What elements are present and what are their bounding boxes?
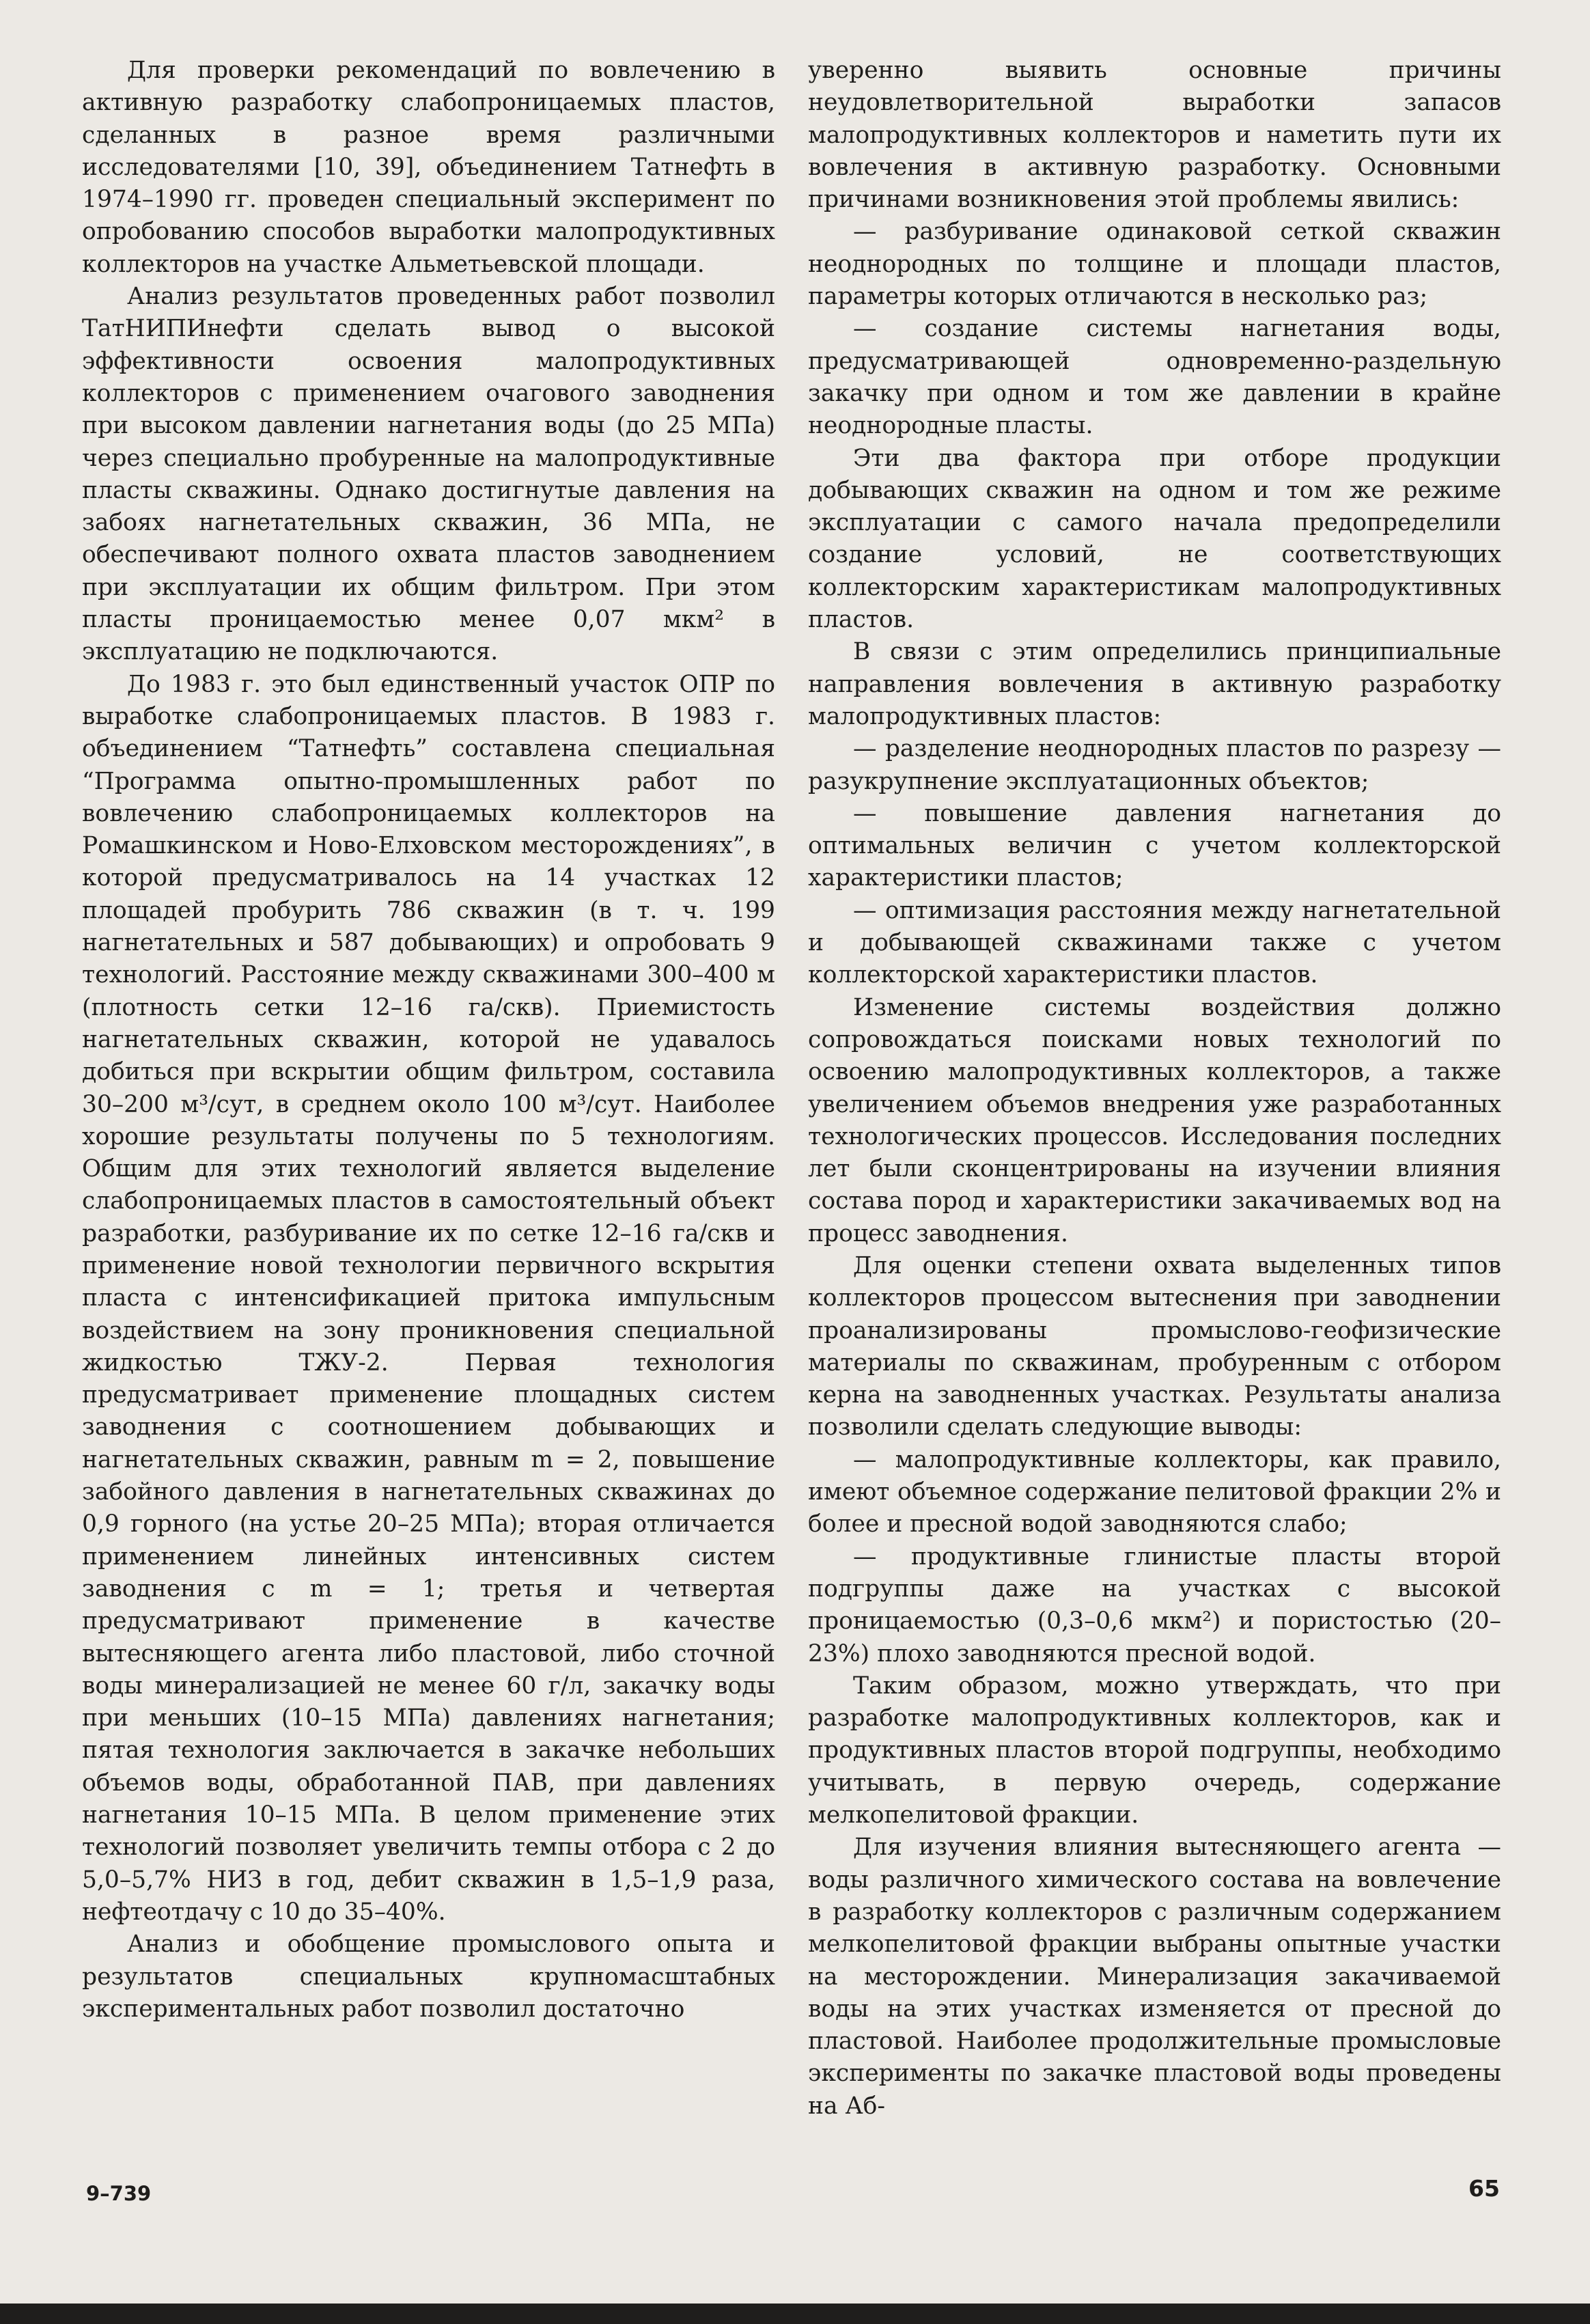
paragraph-two-factors: Эти два фактора при отборе продукции добывающих скважин на одном и том же режиме эксплуатации с самого начала предопределили создание условий, не соответствующих коллекторским характеристикам малопродуктивных пластов. — [808, 444, 1501, 634]
list-item-direction-separation: — разделение неоднородных пластов по разрезу — разукрупнение эксплуатационных объектов; — [808, 735, 1501, 795]
paragraph-program-1983: До 1983 г. это был единственный участок ОПР по выработке слабопроницаемых пластов. В 1983 г. объединением “Татнефть” составлена специальная “Программа опытно-промышленных работ по вовлечению слабопроницаемых коллекторов на Ромашкинском и Ново-Елховском месторождениях”, в которой предусматривалось на 14 участках 12 площадей пробурить 786 скважин (в т. ч. 199 нагнетательных и 587 добывающих) и опробовать 9 технологий. Расстояние между скважинами 300–400 м (плотность сетки 12–16 га/скв). Приемистость нагнетательных скважин, которой не удавалось добиться при вскрытии общим фильтром, составила 30–200 м³/сут, в среднем около 100 м³/сут. Наиболее хорошие результаты получены по 5 технологиям. Общим для этих технологий является выделение слабопроницаемых пластов в самостоятельный объект разработки, разбуривание их по сетке 12–16 га/скв и применение новой технологии первичного вскрытия пласта с интенсификацией притока импульсным воздействием на зону проникновения специальной жидкостью ТЖУ-2. Первая технология предусматривает применение площадных систем заводнения с соотношением добывающих и нагнетательных скважин, равным m = 2, повышение забойного давления в нагнетательных скважинах до 0,9 горного (на устье 20–25 МПа); вторая отличается применением линейных интенсивных систем заводнения с m = 1; третья и четвертая предусматривают применение в качестве вытесняющего агента либо пластовой, либо сточной воды минерализацией не менее 60 г/л, закачку воды при меньших (10–15 МПа) давлениях нагнетания; пятая технология заключается в закачке небольших объемов воды, обработанной ПАВ, при давлениях нагнетания 10–15 МПа. В целом применение этих технологий позволяет увеличить темпы отбора с 2 до 5,0–5,7% НИЗ в год, дебит скважин в 1,5–1,9 раза, нефтеотдачу с 10 до 35–40%. — [82, 670, 775, 1926]
right-column — [808, 55, 1501, 2122]
left-column — [82, 55, 775, 2025]
paragraph-directions: В связи с этим определились принципиальные направления вовлечения в активную разработку малопродуктивных пластов: — [808, 638, 1501, 730]
list-item-direction-spacing: — оптимизация расстояния между нагнетательной и добывающей скважинами также с учетом коллекторской характеристики пластов. — [808, 896, 1501, 989]
page-number: 65 — [1468, 2175, 1500, 2202]
signature-mark: 9–739 — [86, 2182, 152, 2205]
paragraph-water-agent-study: Для изучения влияния вытесняющего агента — воды различного химического состава на вовлечение в разработку коллекторов с различным содержанием мелкопелитовой фракции выбраны опытные участки на месторождении. Минерализация закачиваемой воды на этих участках изменяется от пресной до пластовой. Наиболее продолжительные промысловые эксперименты по закачке пластовой воды проведены на Аб- — [808, 1834, 1501, 2120]
paragraph-system-change: Изменение системы воздействия должно сопровождаться поисками новых технологий по освоению малопродуктивных коллекторов, а также увеличением объемов внедрения уже разработанных технологических процессов. Исследования последних лет были сконцентрированы на изучении влияния состава пород и характеристики закачиваемых вод на процесс заводнения. — [808, 993, 1501, 1247]
list-item-reason-grid: — разбуривание одинаковой сеткой скважин неоднородных по толщине и площади пластов, параметры которых отличаются в несколько раз; — [808, 218, 1501, 311]
paragraph-conclusion: Таким образом, можно утверждать, что при разработке малопродуктивных коллекторов, как и продуктивных пластов второй подгруппы, необходимо учитывать, в первую очередь, содержание мелкопелитовой фракции. — [808, 1672, 1501, 1829]
list-item-reason-injection: — создание системы нагнетания воды, предусматривающей одновременно-раздельную закачку при одном и том же давлении в крайне неоднородные пласты. — [808, 315, 1501, 440]
paragraph-continuation: уверенно выявить основные причины неудовлетворительной выработки запасов малопродуктивных коллекторов и наметить пути их вовлечения в активную разработку. Основными причинами возникновения этой проблемы явились: — [808, 57, 1501, 214]
paragraph-analysis-results: Анализ результатов проведенных работ позволил ТатНИПИнефти сделать вывод о высокой эффективности освоения малопродуктивных коллекторов с применением очагового заводнения при высоком давлении нагнетания воды (до 25 МПа) через специально пробуренные на малопродуктивные пласты скважины. Однако достигнутые давления на забоях нагнетательных скважин, 36 МПа, не обеспечивают полного охвата пластов заводнением при эксплуатации их общим фильтром. При этом пласты проницаемостью менее 0,07 мкм² в эксплуатацию не подключаются. — [82, 283, 775, 666]
list-item-conclusion-clay-layers: — продуктивные глинистые пласты второй подгруппы даже на участках с высокой проницаемостью (0,3–0,6 мкм²) и пористостью (20–23%) плохо заводняются пресной водой. — [808, 1543, 1501, 1668]
scan-edge — [0, 2304, 1590, 2324]
paragraph-coverage-assessment: Для оценки степени охвата выделенных типов коллекторов процессом вытеснения при заводнении проанализированы промыслово-геофизические материалы по скважинам, пробуренным с отбором керна на заводненных участках. Результаты анализа позволили сделать следующие выводы: — [808, 1251, 1501, 1441]
paragraph-experiment-intro: Для проверки рекомендаций по вовлечению в активную разработку слабопроницаемых пластов, сделанных в разное время различными исследователями [10, 39], объединением Татнефть в 1974–1990 гг. проведен специальный эксперимент по опробованию способов выработки малопродуктивных коллекторов на участке Альметьевской площади. — [82, 57, 775, 278]
list-item-direction-pressure: — повышение давления нагнетания до оптимальных величин с учетом коллекторской характеристики пластов; — [808, 799, 1501, 892]
list-item-conclusion-low-productive: — малопродуктивные коллекторы, как правило, имеют объемное содержание пелитовой фракции 2% и более и пресной водой заводняются слабо; — [808, 1445, 1501, 1538]
paragraph-analysis-summary: Анализ и обобщение промыслового опыта и результатов специальных крупномасштабных экспериментальных работ позволил достаточно — [82, 1931, 775, 2023]
